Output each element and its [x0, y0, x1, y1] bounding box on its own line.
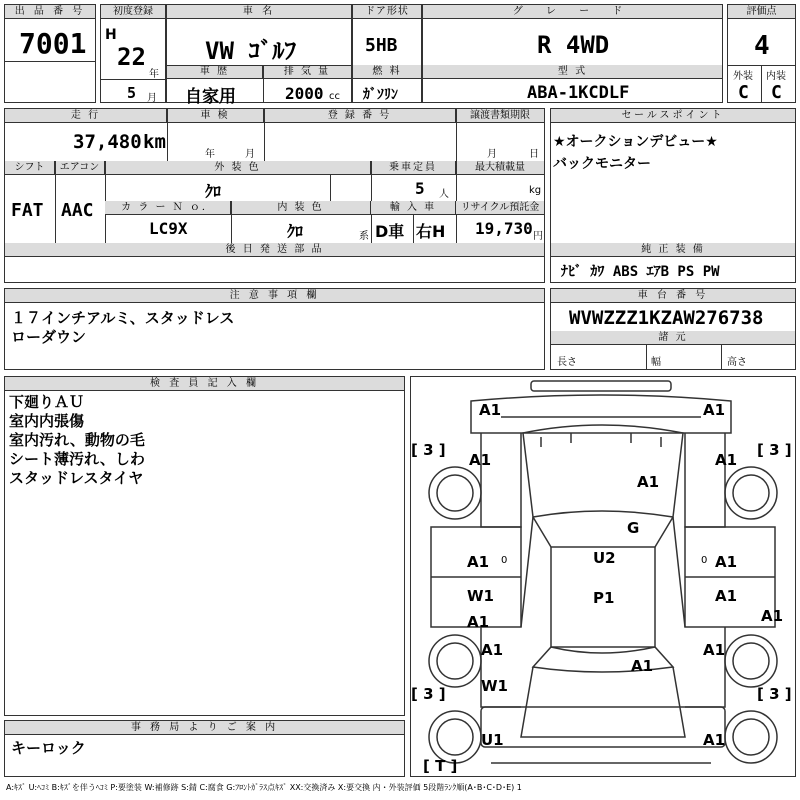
capacity: 5	[415, 179, 425, 198]
mark-fr-door: A1	[715, 553, 738, 571]
mark-rr-wheel: A1	[703, 641, 726, 659]
capacity-unit: 人	[439, 189, 449, 200]
mileage: 37,480	[73, 131, 142, 153]
tire-tr: [ 3 ]	[757, 441, 792, 459]
registration-box	[100, 4, 166, 103]
mark-trunk: A1	[631, 657, 654, 675]
spec-block	[4, 108, 545, 283]
mark-bl: U1	[481, 731, 504, 749]
caution-line-1: １７インチアルミ、スタッドレス	[11, 309, 235, 327]
car-outline	[411, 377, 795, 776]
shift: FAT	[11, 200, 44, 221]
car-diagram	[410, 376, 796, 777]
import-label: 輸 入 車	[371, 201, 456, 215]
ext-label: 外装	[733, 71, 753, 82]
lot-label: 出 品 番 号	[5, 5, 95, 19]
capacity-label: 乗車定員	[371, 161, 456, 175]
inspection-label: 車 検	[167, 109, 264, 123]
colorno: LC9X	[149, 219, 188, 238]
door-type: 5HB	[365, 35, 398, 56]
displacement-label: 排 気 量	[263, 65, 351, 79]
mark-fl-top: A1	[479, 401, 502, 419]
fuel-label: 燃 料	[353, 65, 421, 79]
zero-mark-2: 0	[701, 555, 708, 566]
mark-hood: A1	[637, 473, 660, 491]
name-box	[166, 4, 352, 107]
hgt-label: 高さ	[727, 357, 747, 368]
tire-br: [ 3 ]	[757, 685, 792, 703]
model-label: 型 式	[423, 65, 722, 79]
office-box	[4, 720, 405, 777]
insp-month: 月	[245, 149, 255, 160]
tr-day: 日	[529, 149, 539, 160]
interior-unit: 系	[359, 231, 369, 242]
year-unit: 年	[149, 69, 159, 80]
ext-color: ｸﾛ	[205, 182, 222, 201]
month-unit: 月	[147, 93, 157, 104]
mark-rr-door: A1	[715, 587, 738, 605]
score-box	[727, 4, 796, 103]
car-name: VW ｺﾞﾙﾌ	[205, 37, 297, 65]
mark-r-edge: A1	[761, 607, 784, 625]
chassis-number: WVWZZZ1KZAW276738	[569, 307, 764, 329]
spec-label: 諸 元	[551, 331, 795, 345]
mark-fr-wheel: A1	[715, 451, 738, 469]
inspector-label: 検 査 員 記 入 欄	[5, 377, 404, 391]
office-label: 事 務 局 よ り ご 案 内	[5, 721, 404, 735]
ac: AAC	[61, 200, 94, 221]
color-label: 外 装 色	[105, 161, 371, 175]
insp-line-2: 室内内張傷	[9, 412, 85, 430]
len-label: 長さ	[557, 357, 577, 368]
model: ABA-1KCDLF	[527, 83, 630, 103]
interior-label: 内 装 色	[231, 201, 371, 215]
sales-line-2: バックモニター	[553, 156, 651, 172]
import-d: D車	[375, 222, 405, 241]
import-h: 右H	[416, 222, 446, 241]
recycle-unit: 円	[533, 231, 543, 242]
tire-tl: [ 3 ]	[411, 441, 446, 459]
km-unit: km	[143, 131, 166, 153]
inspector-box	[4, 376, 405, 716]
door-label: ドア形状	[353, 5, 421, 19]
grade: R 4WD	[537, 31, 610, 59]
mark-glass: G	[627, 519, 640, 537]
history: 自家用	[185, 87, 236, 107]
insp-line-3: 室内汚れ、動物の毛	[9, 431, 145, 449]
int-label: 内装	[766, 71, 786, 82]
legend: A:ｷｽﾞ U:ﾍｺﾐ B:ｷｽﾞを伴うﾍｺﾐ P:要塗装 W:補修跡 S:錆 C:腐食 G:ﾌﾛﾝﾄｶﾞﾗｽ点ｷｽﾞ XX:交換済み X:要交換 内・外装評価 5段階ﾗﾝｸ順(A･B･C･D･E) 1	[6, 783, 522, 792]
displacement: 2000	[285, 84, 324, 103]
equip-label: 純 正 装 備	[551, 243, 795, 257]
mark-center: P1	[593, 589, 615, 607]
caution-box	[4, 288, 545, 370]
mark-roof: U2	[593, 549, 616, 567]
mark-rl-low: W1	[481, 677, 508, 695]
int-score: C	[771, 82, 782, 103]
transfer-label: 譲渡書類期限	[456, 109, 544, 123]
insp-line-5: スタッドレスタイヤ	[9, 469, 144, 487]
tire-bl: [ 3 ]	[411, 685, 446, 703]
mark-rl-wheel: A1	[481, 641, 504, 659]
shift-label: シフト	[5, 161, 55, 175]
equipment: ﾅﾋﾞ ｶﾜ ABS ｴｱB PS PW	[561, 264, 720, 280]
era: H	[105, 27, 117, 43]
grade-box	[422, 4, 723, 103]
door-box	[352, 4, 422, 103]
score: 4	[754, 31, 770, 61]
insp-year: 年	[205, 149, 215, 160]
mileage-label: 走 行	[5, 109, 167, 123]
history-label: 車 歴	[167, 65, 263, 79]
mark-fr-top: A1	[703, 401, 726, 419]
insp-line-4: シート薄汚れ、しわ	[9, 450, 145, 468]
reg-year: 22	[117, 43, 146, 71]
reg-label: 初度登録	[101, 5, 165, 19]
sales-label: セールスポイント	[551, 109, 795, 123]
lot-number: 7001	[19, 27, 87, 60]
later-label: 後 日 発 送 部 品	[5, 243, 544, 257]
score-label: 評価点	[728, 5, 795, 19]
mark-fl-wheel: A1	[469, 451, 492, 469]
ext-score: C	[738, 82, 749, 103]
fuel: ｶﾞｿﾘﾝ	[363, 87, 398, 103]
ac-label: エアコン	[55, 161, 105, 175]
load-label: 最大積載量	[456, 161, 544, 175]
lot-box	[4, 4, 96, 103]
recycle: 19,730	[475, 219, 533, 238]
cc-unit: cc	[329, 91, 340, 102]
mark-br: A1	[703, 731, 726, 749]
mark-fl-door: A1	[467, 553, 490, 571]
sales-line-1: ★オークションデビュー★	[553, 134, 718, 150]
mark-pillar: W1	[467, 587, 494, 605]
office-text: キーロック	[11, 739, 86, 757]
caution-label: 注 意 事 項 欄	[5, 289, 544, 303]
zero-mark-1: 0	[501, 555, 508, 566]
regno-label: 登 録 番 号	[264, 109, 456, 123]
mark-rl-door: A1	[467, 613, 490, 631]
sales-box	[550, 108, 796, 283]
chassis-label: 車 台 番 号	[551, 289, 795, 303]
interior-color: ｸﾛ	[287, 222, 304, 241]
recycle-label: リサイクル預託金	[456, 201, 544, 215]
reg-month: 5	[127, 84, 137, 102]
wid-label: 幅	[651, 357, 661, 368]
chassis-box	[550, 288, 796, 370]
insp-line-1: 下廻りＡＵ	[9, 393, 85, 411]
load-unit: kg	[529, 185, 542, 196]
caution-line-2: ローダウン	[11, 328, 87, 346]
grade-label: グ レ ー ド	[423, 5, 722, 19]
colorno-label: カ ラ ー Ｎ ｏ．	[105, 201, 231, 215]
name-label: 車 名	[167, 5, 351, 19]
tr-month: 月	[487, 149, 497, 160]
tire-spare: [ T ]	[423, 757, 458, 775]
